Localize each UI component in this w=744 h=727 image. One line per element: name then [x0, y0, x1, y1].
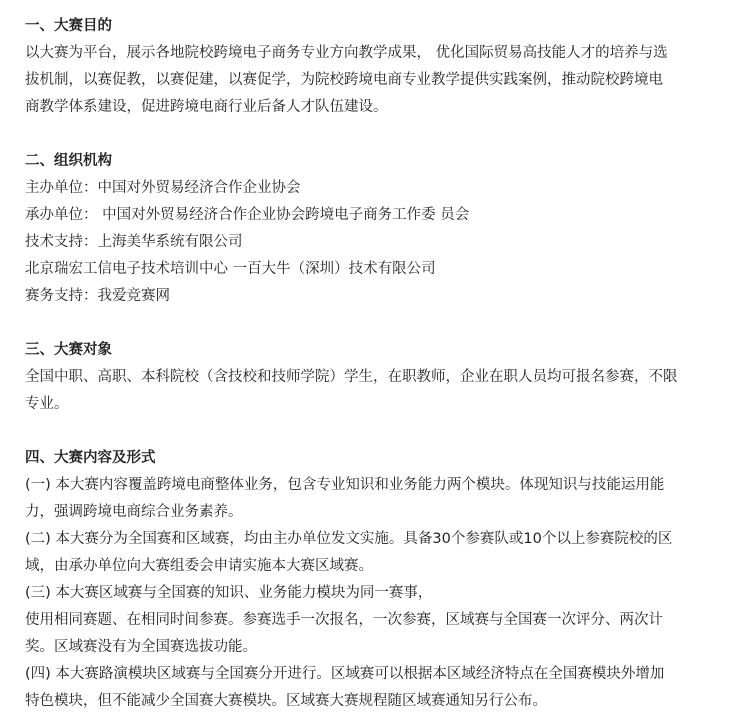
paragraph-line: (一) 本大赛内容覆盖跨境电商整体业务，包含专业知识和业务能力两个模块。体现知识与技能运用能 — [25, 477, 665, 493]
paragraph-line: 域，由承办单位向大赛组委会申请实施本大赛区域赛。 — [25, 558, 373, 574]
paragraph-line: 专业。 — [25, 396, 69, 412]
tech-support-line: 技术支持：上海美华系统有限公司 — [25, 234, 243, 250]
paragraph-line: 使用相同赛题、在相同时间参赛。参赛选手一次报名，一次参赛，区域赛与全国赛一次评分、两次计 — [25, 612, 663, 628]
section-heading-purpose: 一、大赛目的 — [25, 18, 112, 34]
paragraph-line: (二) 本大赛分为全国赛和区域赛，均由主办单位发文实施。具备30个参赛队或10个以上参赛院校的区 — [25, 531, 673, 547]
paragraph-line: (三) 本大赛区域赛与全国赛的知识、业务能力模块为同一赛事， — [25, 585, 433, 601]
section-spacer — [25, 310, 725, 337]
paragraph-line: 商教学体系建设，促进跨境电商行业后备人才队伍建设。 — [25, 99, 388, 115]
section-heading-participants: 三、大赛对象 — [25, 342, 112, 358]
paragraph-line: 特色模块，但不能减少全国赛大赛模块。区域赛大赛规程随区域赛通知另行公布。 — [25, 693, 547, 709]
paragraph-line: 力，强调跨境电商综合业务素养。 — [25, 504, 243, 520]
undertaker-line: 承办单位： 中国对外贸易经济合作企业协会跨境电子商务工作委 员会 — [25, 207, 470, 223]
paragraph-line: 拔机制，以赛促教，以赛促建，以赛促学，为院校跨境电商专业教学提供实践案例，推动院校跨境电 — [25, 72, 663, 88]
organizer-line: 主办单位：中国对外贸易经济合作企业协会 — [25, 180, 301, 196]
section-heading-content: 四、大赛内容及形式 — [25, 450, 156, 466]
section-heading-organization: 二、组织机构 — [25, 153, 112, 169]
paragraph-line: 全国中职、高职、本科院校（含技校和技师学院）学生，在职教师，企业在职人员均可报名参赛，不限 — [25, 369, 678, 385]
paragraph-line: 以大赛为平台，展示各地院校跨境电子商务专业方向教学成果， 优化国际贸易高技能人才的培养与选 — [25, 45, 668, 61]
section-spacer — [25, 121, 725, 148]
paragraph-line: 奖。区域赛没有为全国赛选拔功能。 — [25, 639, 257, 655]
paragraph-line: (四) 本大赛路演模块区域赛与全国赛分开进行。区域赛可以根据本区域经济特点在全国赛模块外增加 — [25, 666, 665, 682]
section-spacer — [25, 418, 725, 445]
service-support-line: 赛务支持：我爱竞赛网 — [25, 288, 170, 304]
tech-support-line-2: 北京瑞宏工信电子技术培训中心 一百大牛（深圳）技术有限公司 — [25, 261, 436, 277]
